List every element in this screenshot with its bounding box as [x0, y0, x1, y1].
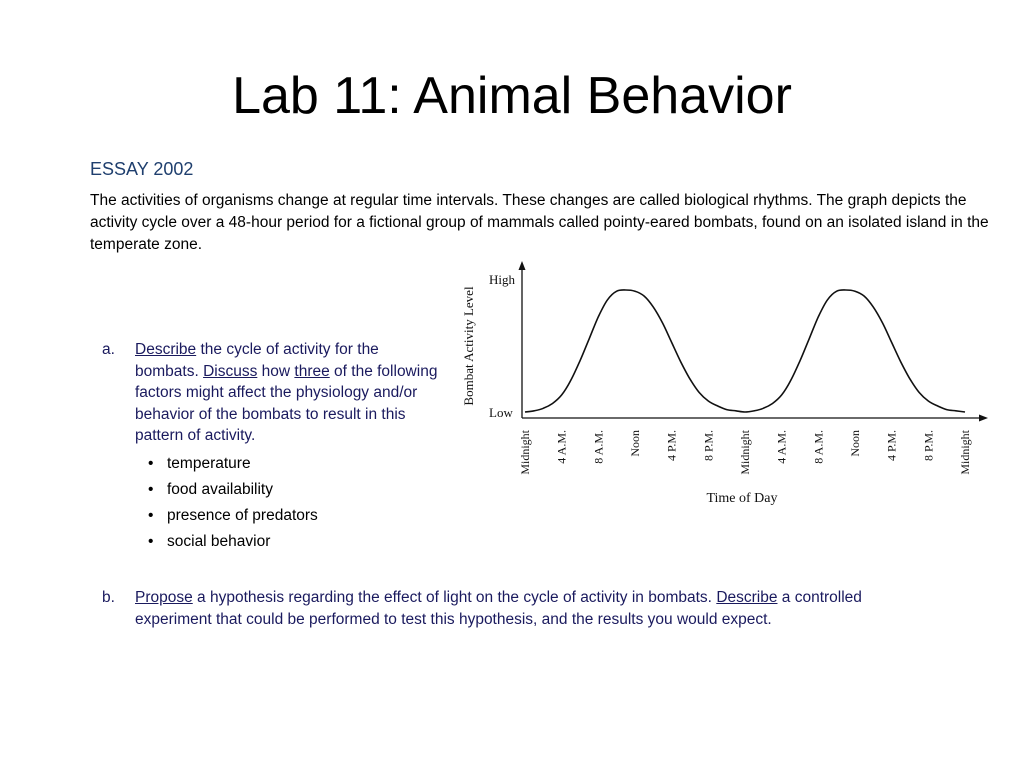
x-tick-labels	[518, 429, 972, 474]
question-a-marker: a.	[102, 341, 115, 358]
activity-curve	[525, 290, 965, 412]
x-tick-label: Noon	[848, 430, 862, 457]
question-a-text-3: of the following factors might affect the physiology and/or behavior of the bombats to result in this pattern of activity.	[135, 362, 438, 444]
y-axis-arrow-icon	[519, 261, 526, 270]
keyword-describe: Describe	[135, 341, 197, 358]
question-a-text	[135, 339, 442, 447]
y-axis-label: Bombat Activity Level	[461, 286, 476, 406]
question-b-text	[135, 587, 932, 630]
bullet-icon: •	[148, 454, 154, 472]
question-b-marker: b.	[102, 589, 115, 606]
x-axis-label: Time of Day	[706, 491, 778, 506]
factor-label: social behavior	[167, 532, 271, 550]
factor-label: food availability	[167, 480, 273, 498]
x-tick-label: 8 P.M.	[701, 430, 716, 462]
x-tick-label: 8 P.M.	[921, 430, 936, 462]
keyword-three: three	[294, 362, 330, 380]
x-tick-label: 4 P.M.	[884, 430, 899, 462]
factor-item	[148, 477, 442, 503]
keyword-propose: Propose	[135, 589, 193, 606]
question-b	[102, 587, 932, 630]
y-tick-high: High	[489, 272, 515, 287]
question-a-text-1: the cycle of activity for the bombats.	[135, 341, 379, 380]
x-tick-label: 8 A.M.	[811, 430, 826, 464]
y-tick-low: Low	[489, 405, 513, 420]
intro-paragraph: The activities of organisms change at regular time intervals. These changes are called biological rhythms. The graph depicts the activity cycle over a 48-hour period for a fictional group of mammals called pointy-eared bombats, found on an isolated island in the temperate zone.	[90, 192, 989, 253]
slide-title: Lab 11: Animal Behavior	[232, 67, 792, 125]
factor-item	[148, 529, 442, 555]
question-a	[102, 339, 442, 555]
question-b-text-1: a hypothesis regarding the effect of light on the cycle of activity in bombats.	[192, 589, 717, 606]
keyword-discuss: Discuss	[203, 362, 258, 380]
bullet-icon: •	[148, 480, 154, 498]
factor-label: temperature	[167, 454, 251, 472]
activity-chart	[455, 258, 990, 513]
x-tick-label: 4 A.M.	[554, 430, 569, 464]
slide-subtitle: ESSAY 2002	[90, 159, 194, 179]
factor-item	[148, 451, 442, 477]
question-a-text-2: how	[257, 362, 295, 380]
factor-list	[102, 451, 442, 555]
question-b-text-2: a controlled experiment that could be performed to test this hypothesis, and the results you would expect.	[135, 589, 862, 628]
x-tick-label: Midnight	[958, 430, 972, 475]
x-tick-label: 4 A.M.	[774, 430, 789, 464]
x-tick-label: 8 A.M.	[591, 430, 606, 464]
factor-item	[148, 503, 442, 529]
x-tick-label: Midnight	[518, 430, 532, 475]
x-tick-label: Noon	[628, 430, 642, 457]
x-tick-label: 4 P.M.	[664, 430, 679, 462]
x-axis-arrow-icon	[979, 415, 988, 422]
factor-label: presence of predators	[167, 506, 318, 524]
x-tick-label: Midnight	[738, 430, 752, 475]
keyword-describe-b: Describe	[716, 589, 778, 606]
bullet-icon: •	[148, 532, 154, 550]
bullet-icon: •	[148, 506, 154, 524]
